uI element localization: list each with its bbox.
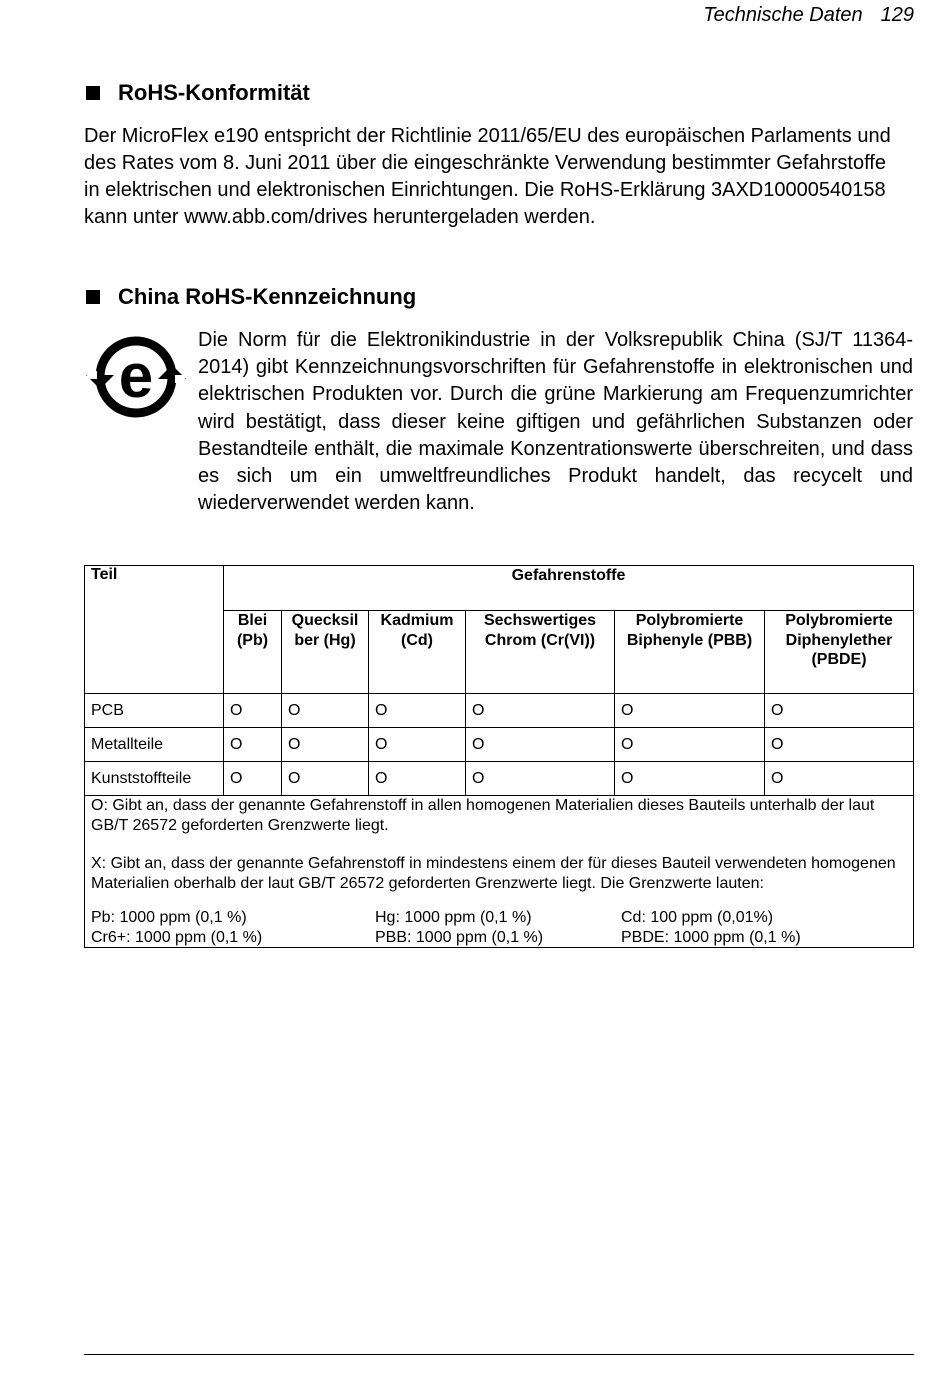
page-number: 129 [880, 4, 914, 26]
table-cell: O [224, 728, 282, 762]
column-header-mercury: Quecksil ber (Hg) [282, 611, 369, 694]
table-cell: O [615, 762, 765, 796]
table-cell: O [369, 694, 466, 728]
column-header-pbde: Polybromierte Diphenylether (PBDE) [765, 611, 914, 694]
china-rohs-paragraph: Die Norm für die Elektronikindustrie in der Volksrepublik China (SJ/T 11364-2014) gibt Kennzeichnungsvorschriften für Gefahrenstoffe in elektronischen und elektrischen Produkten vor. Durch die grüne Markierung am Frequenzumrichter wird bestätigt, dass dieser keine giftigen und gefährlichen Substanzen oder Bestandteile enthält, die maximale Konzentrationswerte überschreiten, und dass es sich um ein umweltfreundliches Produkt handelt, das recycelt und wiederverwendet werden kann. [198, 329, 913, 515]
hazardous-substances-header: Gefahrenstoffe [224, 566, 914, 611]
table-notes [85, 796, 914, 948]
limit-value: Hg: 1000 ppm (0,1 %) [375, 909, 532, 926]
table-row [85, 694, 914, 728]
table-cell: O [369, 762, 466, 796]
running-header [703, 4, 914, 27]
limit-value: PBB: 1000 ppm (0,1 %) [375, 928, 544, 946]
table-cell: O [282, 694, 369, 728]
limit-value: Pb: 1000 ppm (0,1 %) [91, 909, 247, 926]
row-part-name: PCB [85, 694, 224, 728]
part-column-header: Teil [85, 566, 224, 694]
footer-divider [84, 1354, 914, 1355]
limit-value: Cr6+: 1000 ppm (0,1 %) [91, 928, 263, 946]
table-cell: O [282, 728, 369, 762]
square-bullet-icon [86, 290, 100, 304]
table-cell: O [466, 728, 615, 762]
table-cell: O [765, 728, 914, 762]
table-row [85, 762, 914, 796]
table-cell: O [765, 762, 914, 796]
note-x: X: Gibt an, dass der genannte Gefahrenstoff in mindestens einem der für dieses Bauteil verwendeten homogenen Materialien oberhalb der laut GB/T 26572 geforderten Grenzwerte liegt. Die Grenzwerte lauten: [91, 855, 896, 892]
china-rohs-heading-text: China RoHS-Kennzeichnung [118, 284, 417, 309]
limit-value: PBDE: 1000 ppm (0,1 %) [621, 928, 801, 946]
row-part-name: Metallteile [85, 728, 224, 762]
column-header-chromium: Sechswertiges Chrom (Cr(VI)) [466, 611, 615, 694]
table-cell: O [224, 762, 282, 796]
limit-values [91, 908, 907, 947]
table-cell: O [765, 694, 914, 728]
table-cell: O [615, 694, 765, 728]
table-cell: O [282, 762, 369, 796]
square-bullet-icon [86, 86, 100, 100]
table-cell: O [615, 728, 765, 762]
running-header-section: Technische Daten [703, 4, 863, 26]
svg-text:e: e [118, 342, 154, 411]
row-part-name: Kunststoffteile [85, 762, 224, 796]
table-row [85, 728, 914, 762]
hazardous-substances-table [84, 565, 914, 948]
table-cell: O [224, 694, 282, 728]
table-cell: O [369, 728, 466, 762]
column-header-pbb: Polybromierte Biphenyle (PBB) [615, 611, 765, 694]
rohs-paragraph: Der MicroFlex e190 entspricht der Richtlinie 2011/65/EU des europäischen Parlaments und des Rates vom 8. Juni 2011 über die eingeschränkte Verwendung bestimmter Gefahrstoffe in elektrischen und elektronischen Einrichtungen. Die RoHS-Erklärung 3AXD10000540158 kann unter www.abb.com/drives heruntergeladen werden. [84, 125, 891, 228]
china-rohs-heading [86, 284, 416, 310]
china-rohs-e-recycle-icon [84, 331, 188, 423]
table-cell: O [466, 762, 615, 796]
limit-value: Cd: 100 ppm (0,01%) [621, 909, 774, 926]
note-o: O: Gibt an, dass der genannte Gefahrenstoff in allen homogenen Materialien dieses Bauteils unterhalb der laut GB/T 26572 geforderten Grenzwerte liegt. [91, 797, 875, 834]
table-cell: O [466, 694, 615, 728]
rohs-heading-text: RoHS-Konformität [118, 80, 310, 105]
column-header-cadmium: Kadmium (Cd) [369, 611, 466, 694]
rohs-heading [86, 80, 310, 106]
column-header-lead: Blei (Pb) [224, 611, 282, 694]
